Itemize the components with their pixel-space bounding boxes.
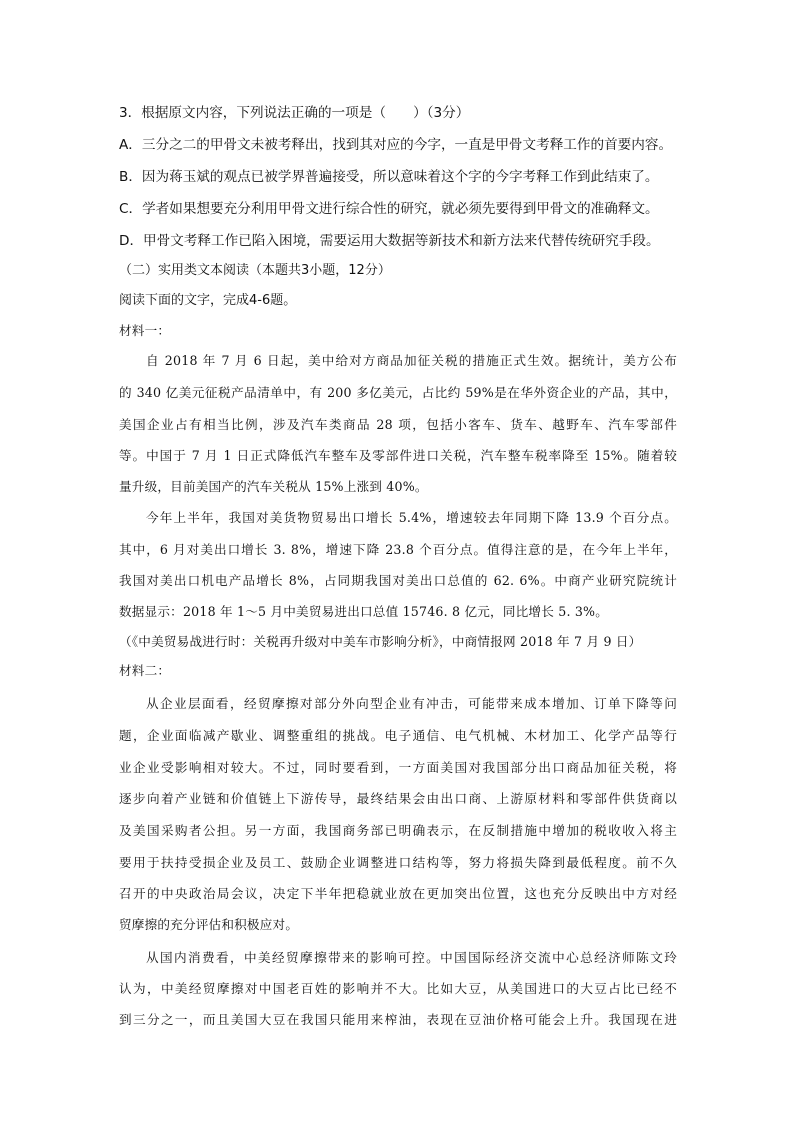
material-2-line: 召开的中央政治局会议，决定下半年把稳就业放在更加突出位置，这也充分反映出中方对经 bbox=[119, 886, 677, 901]
material-2-line: 从企业层面看，经贸摩擦对部分外向型企业有冲击，可能带来成本增加、订单下降等问 bbox=[146, 696, 677, 711]
material-2-line: 贸摩擦的充分评估和积极应对。 bbox=[119, 917, 299, 932]
material-1-line: 自 2018 年 7 月 6 日起，美中给对方商品加征关税的措施正式生效。据统计，美方公布 bbox=[146, 353, 677, 368]
material-2-line: 认为，中美经贸摩擦对中国老百姓的影响并不大。比如大豆，从美国进口的大豆占比已经不 bbox=[119, 981, 677, 996]
material-1-label: 材料一： bbox=[119, 323, 171, 338]
material-1-line: 的 340 亿美元征税产品清单中，有 200 多亿美元，占比约 59%是在华外资企业的产品，其中， bbox=[119, 385, 677, 400]
material-2-line: 从国内消费看，中美经贸摩擦带来的影响可控。中国国际经济交流中心总经济师陈文玲 bbox=[146, 950, 677, 965]
material-1-line: 量升级，目前美国产的汽车关税从 15%上涨到 40%。 bbox=[119, 479, 428, 494]
section-instruction: 阅读下面的文字，完成4-6题。 bbox=[119, 293, 297, 308]
material-2-line: 及美国采购者公担。另一方面，我国商务部已明确表示，在反制措施中增加的税收收入将主 bbox=[119, 823, 677, 838]
option-b: B．因为蒋玉斌的观点已被学界普遍接受，所以意味着这个字的今字考释工作到此结束了。 bbox=[119, 169, 659, 185]
material-1-line: 我国对美出口机电产品增长 8%，占同期我国对美出口总值的 62. 6%。中商产业研究院统计 bbox=[119, 573, 677, 588]
option-c: C．学者如果想要充分利用甲骨文进行综合性的研究，就必须先要得到甲骨文的准确释文。 bbox=[119, 201, 659, 217]
material-1-source: （《中美贸易战进行时：关税再升级对中美车市影响分析》，中商情报网 2018 年 7 月 9 日） bbox=[119, 634, 642, 649]
material-1-line: 数据显示：2018 年 1～5 月中美贸易进出口总值 15746. 8 亿元，同比增长 5. 3%。 bbox=[119, 604, 609, 619]
material-1-line: 美国企业占有相当比例，涉及汽车类商品 28 项，包括小客车、货车、越野车、汽车零部件 bbox=[119, 417, 677, 432]
material-2-line: 题，企业面临减产歇业、调整重组的挑战。电子通信、电气机械、木材加工、化学产品等行 bbox=[119, 728, 677, 743]
material-1-line: 等。中国于 7 月 1 日正式降低汽车整车及零部件进口关税，汽车整车税率降至 15%。随着较 bbox=[119, 448, 677, 463]
material-2-line: 到三分之一，而且美国大豆在我国只能用来榨油，表现在豆油价格可能会上升。我国现在进 bbox=[119, 1012, 677, 1027]
material-2-line: 业企业受影响相对较大。不过，同时要看到，一方面美国对我国部分出口商品加征关税，将 bbox=[119, 760, 677, 775]
material-2-line: 逐步向着产业链和价值链上下游传导，最终结果会由出口商、上游原材料和零部件供货商以 bbox=[119, 791, 677, 806]
material-1-line: 其中，6 月对美出口增长 3. 8%，增速下降 23.8 个百分点。值得注意的是，在今年上半年， bbox=[119, 542, 677, 557]
material-2-line: 要用于扶持受损企业及员工、鼓励企业调整进口结构等，努力将损失降到最低程度。前不久 bbox=[119, 855, 677, 870]
option-a: A．三分之二的甲骨文未被考释出，找到其对应的今字，一直是甲骨文考释工作的首要内容。 bbox=[119, 137, 673, 153]
section-heading: （二）实用类文本阅读（本题共3小题，12分） bbox=[119, 263, 391, 278]
question-stem: 3．根据原文内容，下列说法正确的一项是（ ）（3分） bbox=[119, 105, 470, 121]
material-1-line: 今年上半年，我国对美货物贸易出口增长 5.4%，增速较去年同期下降 13.9 个百分点。 bbox=[146, 510, 677, 525]
option-d: D．甲骨文考释工作已陷入困境，需要运用大数据等新技术和新方法来代替传统研究手段。 bbox=[119, 233, 660, 249]
material-2-label: 材料二： bbox=[119, 663, 171, 678]
